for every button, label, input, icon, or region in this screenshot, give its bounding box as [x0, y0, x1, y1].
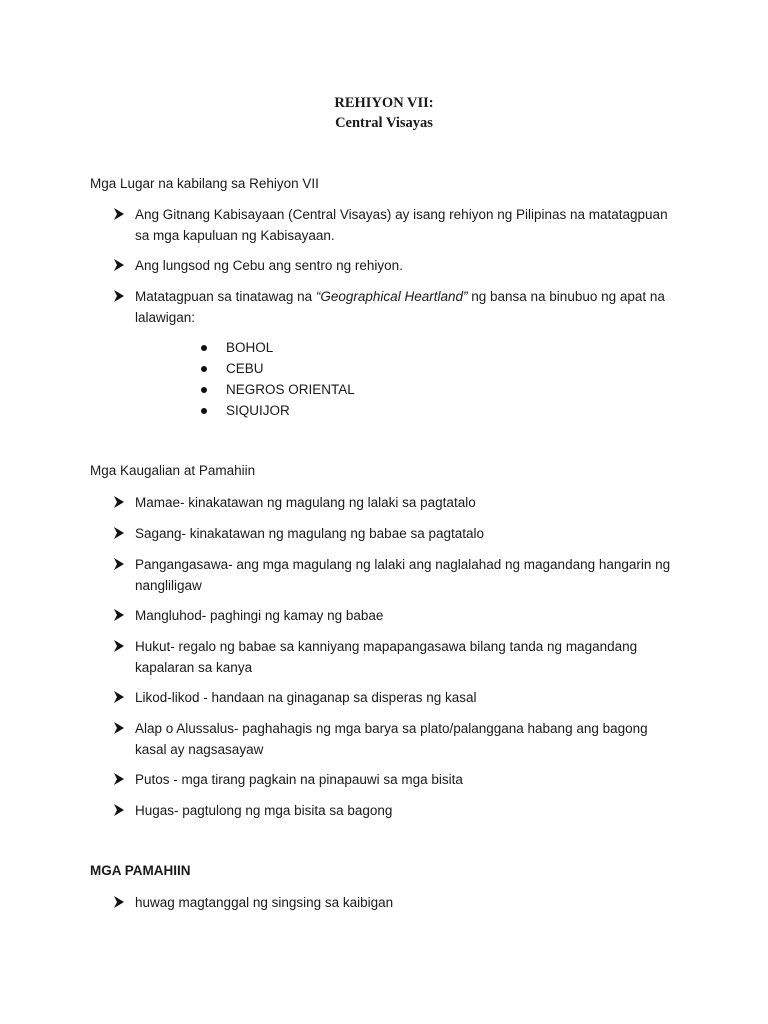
list-item-text: Mangluhod- paghingi ng kamay ng babae — [135, 608, 384, 623]
round-bullet-icon — [201, 345, 207, 351]
list-item-text: Pangangasawa- ang mga magulang ng lalaki ang naglalahad ng magandang hangarin ng nangliligaw — [135, 557, 671, 593]
list-item — [113, 800, 673, 821]
round-bullet-icon — [201, 387, 207, 393]
list-item — [113, 554, 673, 596]
list-item — [113, 605, 673, 626]
arrowhead-bullet-icon — [113, 608, 125, 622]
province-item: NEGROS ORIENTAL — [201, 379, 355, 400]
list-item-text: huwag magtanggal ng singsing sa kaibigan — [135, 895, 394, 910]
arrowhead-bullet-icon — [113, 207, 125, 221]
arrowhead-bullet-icon — [113, 557, 125, 571]
list-item — [113, 286, 673, 328]
list-item-text: Hukut- regalo ng babae sa kanniyang mapapangasawa bilang tanda ng magandang kapalaran sa kanya — [135, 639, 638, 675]
emphasis-text: “Geographical Heartland” — [315, 289, 468, 304]
list-item — [113, 718, 673, 760]
list-item-text: Ang lungsod ng Cebu ang sentro ng rehiyon. — [135, 258, 403, 273]
list-item-text: Mamae- kinakatawan ng magulang ng lalaki sa pagtatalo — [135, 495, 476, 510]
arrowhead-bullet-icon — [113, 526, 125, 540]
arrowhead-bullet-icon — [113, 495, 125, 509]
arrowhead-bullet-icon — [113, 258, 125, 272]
list-item — [113, 636, 673, 678]
list-item — [113, 892, 673, 913]
list-item — [113, 687, 673, 708]
province-item: BOHOL — [201, 337, 273, 358]
list-item-text: Ang Gitnang Kabisayaan (Central Visayas) ay isang rehiyon ng Pilipinas na matatagpuan sa mga kapuluan ng Kabisayaan. — [135, 207, 668, 243]
list-item-text: Putos - mga tirang pagkain na pinapauwi sa mga bisita — [135, 772, 463, 787]
arrowhead-bullet-icon — [113, 639, 125, 653]
arrowhead-bullet-icon — [113, 803, 125, 817]
arrowhead-bullet-icon — [113, 721, 125, 735]
province-item: SIQUIJOR — [201, 400, 290, 421]
province-item: CEBU — [201, 358, 264, 379]
list-item-text: Matatagpuan sa tinatawag na “Geographical Heartland” ng bansa na binubuo ng apat na lalawigan: — [135, 289, 665, 325]
list-item — [113, 492, 673, 513]
list-item — [113, 523, 673, 544]
section-heading-lugar: Mga Lugar na kabilang sa Rehiyon VII — [90, 176, 319, 191]
section-heading-pamahiin: MGA PAMAHIIN — [90, 863, 191, 878]
round-bullet-icon — [201, 366, 207, 372]
list-item-text: Alap o Alussalus- paghahagis ng mga barya sa plato/palanggana habang ang bagong kasal ay nagsasayaw — [135, 721, 648, 757]
round-bullet-icon — [201, 408, 207, 414]
list-item-text: Hugas- pagtulong ng mga bisita sa bagong — [135, 803, 393, 818]
list-item — [113, 255, 673, 276]
arrowhead-bullet-icon — [113, 289, 125, 303]
arrowhead-bullet-icon — [113, 690, 125, 704]
list-item-text: Sagang- kinakatawan ng magulang ng babae sa pagtatalo — [135, 526, 485, 541]
list-item — [113, 204, 673, 246]
list-item-text: Likod-likod - handaan na ginaganap sa disperas ng kasal — [135, 690, 477, 705]
arrowhead-bullet-icon — [113, 772, 125, 786]
section-heading-kaugalian: Mga Kaugalian at Pamahiin — [90, 463, 256, 478]
document-subtitle: Central Visayas — [335, 115, 433, 131]
list-item — [113, 769, 673, 790]
document-title: REHIYON VII: — [334, 95, 434, 111]
arrowhead-bullet-icon — [113, 895, 125, 909]
